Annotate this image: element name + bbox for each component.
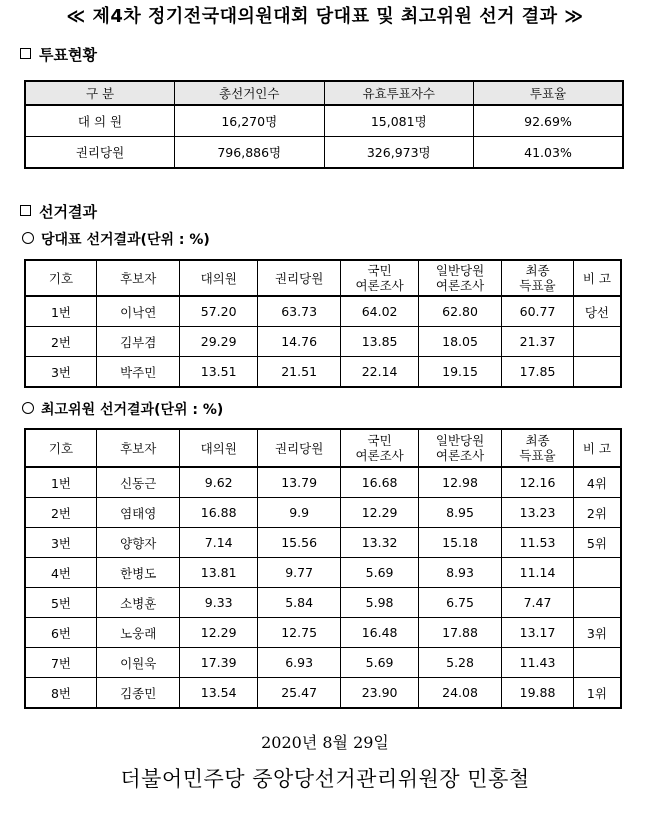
header-cell: 후보자 — [97, 429, 180, 467]
table-cell: 3번 — [25, 357, 97, 388]
table-cell: 92.69% — [474, 105, 624, 137]
table-row — [25, 678, 621, 709]
table-cell: 12.29 — [180, 618, 257, 648]
header-cell: 권리당원 — [257, 260, 340, 296]
table-cell: 62.80 — [418, 296, 501, 327]
table-row — [25, 105, 623, 137]
table-cell: 신동근 — [97, 467, 180, 498]
table-cell: 9.62 — [180, 467, 257, 498]
table-cell: 소병훈 — [97, 588, 180, 618]
table-cell: 12.16 — [502, 467, 574, 498]
table-cell: 5.69 — [341, 648, 418, 678]
header-cell: 유효투표자수 — [324, 81, 474, 105]
table-row — [25, 648, 621, 678]
table-cell: 한병도 — [97, 558, 180, 588]
table-cell: 9.9 — [257, 498, 340, 528]
table-cell: 2번 — [25, 498, 97, 528]
table-cell: 13.32 — [341, 528, 418, 558]
table-cell: 노웅래 — [97, 618, 180, 648]
table-cell: 권리당원 — [25, 137, 175, 169]
table-cell: 17.39 — [180, 648, 257, 678]
table-cell: 박주민 — [97, 357, 180, 388]
table-cell: 11.14 — [502, 558, 574, 588]
table-cell: 18.05 — [418, 327, 501, 357]
table-cell: 9.77 — [257, 558, 340, 588]
table-cell: 12.29 — [341, 498, 418, 528]
table-cell: 57.20 — [180, 296, 257, 327]
table-cell: 7번 — [25, 648, 97, 678]
table-cell: 1위 — [573, 678, 621, 709]
table-cell: 김부겸 — [97, 327, 180, 357]
table-cell: 13.54 — [180, 678, 257, 709]
table-cell: 15.56 — [257, 528, 340, 558]
table-cell — [573, 558, 621, 588]
table-cell: 3위 — [573, 618, 621, 648]
document-title: ≪ 제4차 정기전국대의원대회 당대표 및 최고위원 선거 결과 ≫ — [66, 6, 584, 27]
table-cell: 8.95 — [418, 498, 501, 528]
table-cell: 6번 — [25, 618, 97, 648]
council-subtitle: 최고위원 선거결과(단위 : %) — [41, 402, 224, 418]
table-cell: 16.88 — [180, 498, 257, 528]
table-cell: 63.73 — [257, 296, 340, 327]
table-cell: 326,973명 — [324, 137, 474, 169]
section-voting-label: 투표현황 — [39, 46, 97, 64]
table-cell: 21.37 — [502, 327, 574, 357]
table-cell: 11.43 — [502, 648, 574, 678]
signature-line: 더불어민주당 중앙당선거관리위원장 민홍철 — [120, 767, 530, 791]
table-cell: 이원욱 — [97, 648, 180, 678]
table-cell: 17.85 — [502, 357, 574, 388]
table-row — [25, 588, 621, 618]
table-cell: 7.14 — [180, 528, 257, 558]
header-cell: 후보자 — [97, 260, 180, 296]
section-results-label: 선거결과 — [39, 203, 97, 221]
table-cell: 6.75 — [418, 588, 501, 618]
table-row — [25, 498, 621, 528]
header-cell: 기호 — [25, 260, 97, 296]
table-row — [25, 618, 621, 648]
table-cell: 12.75 — [257, 618, 340, 648]
table-row — [25, 558, 621, 588]
table-cell: 2번 — [25, 327, 97, 357]
table-cell: 5.84 — [257, 588, 340, 618]
section-heading-voting — [20, 44, 97, 65]
table-cell: 29.29 — [180, 327, 257, 357]
table-cell: 13.81 — [180, 558, 257, 588]
table-cell: 13.51 — [180, 357, 257, 388]
checkbox-square-icon — [20, 205, 31, 216]
table-cell: 13.23 — [502, 498, 574, 528]
table-cell: 796,886명 — [175, 137, 325, 169]
council-results-table — [24, 428, 622, 709]
table-cell: 23.90 — [341, 678, 418, 709]
table-cell: 16.68 — [341, 467, 418, 498]
table-cell: 60.77 — [502, 296, 574, 327]
table-cell: 21.51 — [257, 357, 340, 388]
subheading-leader — [22, 229, 210, 249]
table-cell — [573, 327, 621, 357]
header-cell: 권리당원 — [257, 429, 340, 467]
document-date: 2020년 8월 29일 — [261, 733, 389, 752]
header-cell: 최종 득표율 — [502, 260, 574, 296]
table-cell: 7.47 — [502, 588, 574, 618]
header-cell: 대의원 — [180, 260, 257, 296]
header-cell: 최종 득표율 — [502, 429, 574, 467]
table-cell: 8.93 — [418, 558, 501, 588]
table-cell: 2위 — [573, 498, 621, 528]
table-cell: 11.53 — [502, 528, 574, 558]
header-cell: 대의원 — [180, 429, 257, 467]
section-heading-results — [20, 201, 97, 222]
table-cell: 4번 — [25, 558, 97, 588]
table-cell: 41.03% — [474, 137, 624, 169]
header-cell: 구 분 — [25, 81, 175, 105]
circle-bullet-icon — [22, 402, 34, 414]
header-cell: 국민 여론조사 — [341, 260, 418, 296]
table-cell: 24.08 — [418, 678, 501, 709]
header-cell: 일반당원 여론조사 — [418, 429, 501, 467]
table-cell: 당선 — [573, 296, 621, 327]
table-cell: 17.88 — [418, 618, 501, 648]
table-row — [25, 137, 623, 169]
header-cell: 국민 여론조사 — [341, 429, 418, 467]
table-cell: 15.18 — [418, 528, 501, 558]
table-cell: 8번 — [25, 678, 97, 709]
header-cell: 투표율 — [474, 81, 624, 105]
subheading-council — [22, 399, 223, 419]
table-cell: 15,081명 — [324, 105, 474, 137]
table-cell: 4위 — [573, 467, 621, 498]
table-cell — [573, 648, 621, 678]
table-cell: 5위 — [573, 528, 621, 558]
table-cell: 22.14 — [341, 357, 418, 388]
table-row — [25, 357, 621, 388]
leader-results-table — [24, 259, 622, 388]
table-cell: 김종민 — [97, 678, 180, 709]
circle-bullet-icon — [22, 232, 34, 244]
table-row — [25, 296, 621, 327]
table-cell: 5번 — [25, 588, 97, 618]
table-cell: 9.33 — [180, 588, 257, 618]
table-cell: 대 의 원 — [25, 105, 175, 137]
voting-status-table — [24, 80, 624, 169]
table-cell: 64.02 — [341, 296, 418, 327]
table-header-row — [25, 260, 621, 296]
header-cell: 비 고 — [573, 260, 621, 296]
table-cell — [573, 357, 621, 388]
table-header-row — [25, 429, 621, 467]
table-row — [25, 528, 621, 558]
table-cell: 5.69 — [341, 558, 418, 588]
table-row — [25, 467, 621, 498]
table-cell: 19.15 — [418, 357, 501, 388]
table-cell: 이낙연 — [97, 296, 180, 327]
header-cell: 일반당원 여론조사 — [418, 260, 501, 296]
table-cell: 양향자 — [97, 528, 180, 558]
table-cell: 6.93 — [257, 648, 340, 678]
header-cell: 기호 — [25, 429, 97, 467]
table-cell: 25.47 — [257, 678, 340, 709]
header-cell: 총선거인수 — [175, 81, 325, 105]
table-cell: 3번 — [25, 528, 97, 558]
table-cell: 16,270명 — [175, 105, 325, 137]
table-cell: 13.85 — [341, 327, 418, 357]
leader-subtitle: 당대표 선거결과(단위 : %) — [41, 232, 210, 248]
table-cell: 19.88 — [502, 678, 574, 709]
table-cell — [573, 588, 621, 618]
table-cell: 16.48 — [341, 618, 418, 648]
table-cell: 13.79 — [257, 467, 340, 498]
table-row — [25, 327, 621, 357]
table-cell: 13.17 — [502, 618, 574, 648]
table-cell: 1번 — [25, 296, 97, 327]
table-cell: 12.98 — [418, 467, 501, 498]
table-cell: 5.98 — [341, 588, 418, 618]
table-cell: 5.28 — [418, 648, 501, 678]
header-cell: 비 고 — [573, 429, 621, 467]
table-header-row — [25, 81, 623, 105]
checkbox-square-icon — [20, 48, 31, 59]
table-cell: 14.76 — [257, 327, 340, 357]
table-cell: 1번 — [25, 467, 97, 498]
table-cell: 염태영 — [97, 498, 180, 528]
